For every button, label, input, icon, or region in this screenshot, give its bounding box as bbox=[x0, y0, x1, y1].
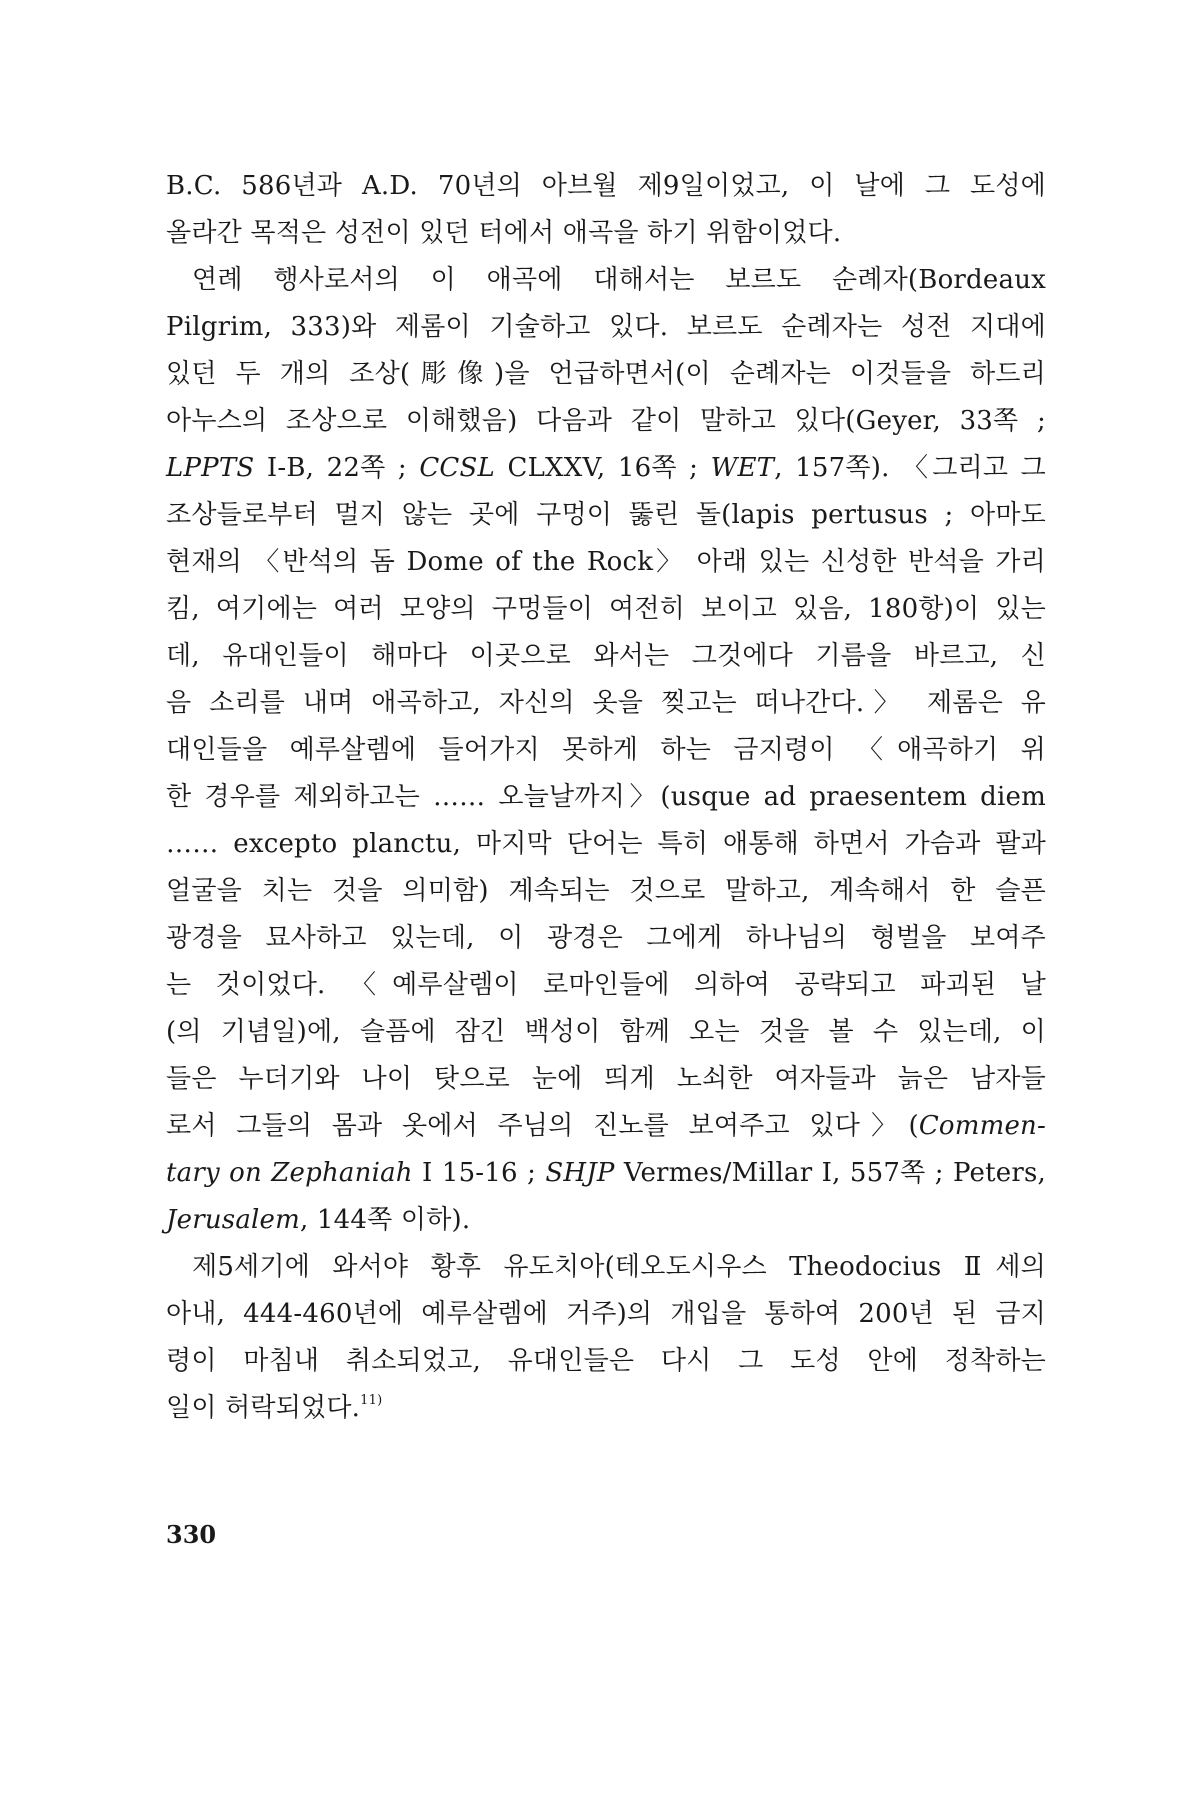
text-line bbox=[166, 633, 1046, 680]
body-text bbox=[166, 163, 1046, 1432]
text-line bbox=[166, 680, 1046, 727]
text-line bbox=[166, 1244, 1046, 1291]
text-segment: 아내, 444-460년에 예루살렘에 거주)의 개입을 통하여 200년 된 금지 bbox=[166, 1299, 1046, 1329]
italic-text: LPPTS bbox=[166, 453, 255, 483]
text-segment: 데, 유대인들이 해마다 이곳으로 와서는 그것에다 기름을 바르고, 신 bbox=[166, 641, 1046, 671]
text-line bbox=[166, 492, 1046, 539]
text-line bbox=[166, 257, 1046, 304]
italic-text: SHJP bbox=[545, 1158, 615, 1188]
text-segment: 제5세기에 와서야 황후 유도치아(테오도시우스 Theodocius Ⅱ세의 bbox=[192, 1252, 1046, 1282]
text-segment: CLXXV, 16쪽 ; bbox=[495, 453, 711, 483]
footnote-marker: 11) bbox=[360, 1393, 383, 1408]
text-segment: 광경을 묘사하고 있는데, 이 광경은 그에게 하나님의 형벌을 보여주 bbox=[166, 923, 1046, 953]
text-line bbox=[166, 1338, 1046, 1385]
text-line bbox=[166, 1385, 1046, 1432]
text-segment: 일이 허락되었다. bbox=[166, 1393, 361, 1423]
text-segment: I-B, 22쪽 ; bbox=[254, 453, 420, 483]
text-segment: 조상들로부터 멀지 않는 곳에 구멍이 뚫린 돌(lapis pertusus ; 아마도 bbox=[166, 500, 1046, 530]
text-line bbox=[166, 962, 1046, 1009]
text-segment: Vermes/Millar I, 557쪽 ; Peters, bbox=[614, 1158, 1046, 1188]
text-line bbox=[166, 774, 1046, 821]
text-segment: 연례 행사로서의 이 애곡에 대해서는 보르도 순례자(Bordeaux bbox=[192, 265, 1046, 295]
text-segment: 로서 그들의 몸과 옷에서 주님의 진노를 보여주고 있다〉( bbox=[166, 1111, 919, 1141]
text-segment: , 144쪽 이하). bbox=[299, 1205, 471, 1235]
text-line bbox=[166, 210, 1046, 257]
text-line bbox=[166, 304, 1046, 351]
text-line bbox=[166, 351, 1046, 398]
text-line bbox=[166, 1009, 1046, 1056]
text-segment: 들은 누더기와 나이 탓으로 눈에 띄게 노쇠한 여자들과 늙은 남자들 bbox=[166, 1064, 1046, 1094]
text-segment: 대인들을 예루살렘에 들어가지 못하게 하는 금지령이 〈애곡하기 위 bbox=[166, 735, 1046, 765]
text-line bbox=[166, 1150, 1046, 1197]
text-line bbox=[166, 1056, 1046, 1103]
text-segment: 한 경우를 제외하고는 …… 오늘날까지〉(usque ad praesentem diem bbox=[166, 782, 1046, 812]
text-line bbox=[166, 586, 1046, 633]
text-segment: Pilgrim, 333)와 제롬이 기술하고 있다. 보르도 순례자는 성전 지대에 bbox=[166, 312, 1046, 342]
text-line bbox=[166, 1103, 1046, 1150]
page-number: 330 bbox=[166, 1520, 217, 1549]
text-segment: 현재의 〈반석의 돔 Dome of the Rock〉 아래 있는 신성한 반석을 가리 bbox=[166, 547, 1046, 577]
text-segment: 음 소리를 내며 애곡하고, 자신의 옷을 찢고는 떠나간다.〉 제롬은 유 bbox=[166, 688, 1046, 718]
italic-text: Commen- bbox=[918, 1111, 1046, 1141]
text-line bbox=[166, 1291, 1046, 1338]
text-line bbox=[166, 398, 1046, 445]
text-line bbox=[166, 868, 1046, 915]
text-segment: 령이 마침내 취소되었고, 유대인들은 다시 그 도성 안에 정착하는 bbox=[166, 1346, 1046, 1376]
text-segment: 킴, 여기에는 여러 모양의 구멍들이 여전히 보이고 있음, 180항)이 있는 bbox=[166, 594, 1046, 624]
text-segment: I 15-16 ; bbox=[412, 1158, 546, 1188]
text-line bbox=[166, 727, 1046, 774]
text-segment: 는 것이었다. 〈예루살렘이 로마인들에 의하여 공략되고 파괴된 날 bbox=[166, 970, 1046, 1000]
text-segment: B.C. 586년과 A.D. 70년의 아브월 제9일이었고, 이 날에 그 도성에 bbox=[166, 171, 1046, 201]
italic-text: WET bbox=[710, 453, 775, 483]
italic-text: tary on Zephaniah bbox=[166, 1158, 413, 1188]
text-segment: , 157쪽). 〈그리고 그 bbox=[774, 453, 1046, 483]
text-segment: 있던 두 개의 조상(彫像)을 언급하면서(이 순례자는 이것들을 하드리 bbox=[166, 359, 1046, 389]
text-segment: 얼굴을 치는 것을 의미함) 계속되는 것으로 말하고, 계속해서 한 슬픈 bbox=[166, 876, 1046, 906]
text-segment: 올라간 목적은 성전이 있던 터에서 애곡을 하기 위함이었다. bbox=[166, 218, 842, 248]
italic-text: CCSL bbox=[419, 453, 496, 483]
italic-text: Jerusalem bbox=[166, 1205, 300, 1235]
text-line bbox=[166, 445, 1046, 492]
text-segment: (의 기념일)에, 슬픔에 잠긴 백성이 함께 오는 것을 볼 수 있는데, 이 bbox=[166, 1017, 1046, 1047]
text-line bbox=[166, 1197, 1046, 1244]
text-segment: …… excepto planctu, 마지막 단어는 특히 애통해 하면서 가슴과 팔과 bbox=[166, 829, 1046, 859]
text-line bbox=[166, 539, 1046, 586]
text-line bbox=[166, 163, 1046, 210]
text-line bbox=[166, 915, 1046, 962]
text-segment: 아누스의 조상으로 이해했음) 다음과 같이 말하고 있다(Geyer, 33쪽 ; bbox=[166, 406, 1046, 436]
text-line bbox=[166, 821, 1046, 868]
